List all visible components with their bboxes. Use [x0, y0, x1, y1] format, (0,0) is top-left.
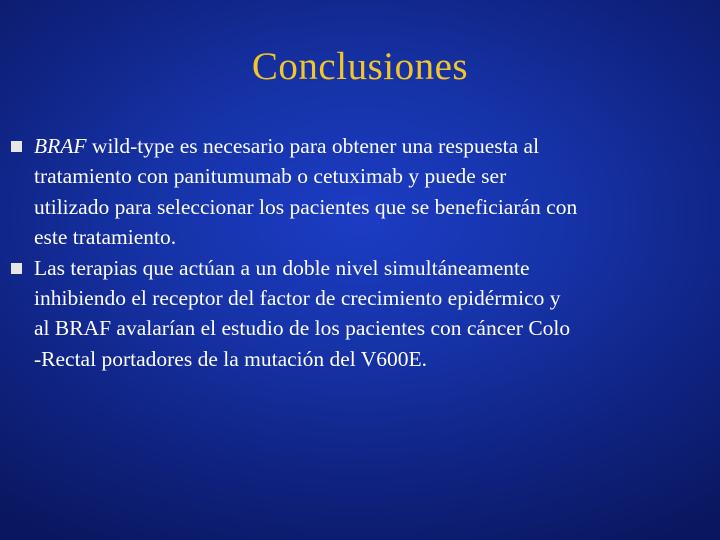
bullet-line: [34, 131, 714, 161]
bullet-line: Las terapias que actúan a un doble nivel simultáneamente: [34, 255, 530, 280]
bullet-line: este tratamiento.: [34, 225, 177, 250]
bullet-text: wild-type es necesario para obtener una respuesta al: [86, 134, 540, 158]
braf-italic-term: BRAF: [34, 134, 87, 158]
bullet-list: [0, 131, 720, 374]
bullet-line: al BRAF avalarían el estudio de los pacientes con cáncer Colo: [34, 316, 571, 341]
bullet-line: -Rectal portadores de la mutación del V600E.: [34, 346, 428, 371]
slide-title: Conclusiones: [251, 45, 469, 88]
bullet-line: tratamiento con panitumumab o cetuximab y puede ser: [34, 164, 507, 189]
bullet-line: inhibiendo el receptor del factor de crecimiento epidérmico y: [34, 286, 561, 311]
bullet-item-braf: [0, 131, 720, 253]
square-bullet-icon: [11, 263, 22, 274]
bullet-line: utilizado para seleccionar los pacientes que se beneficiarán con: [34, 194, 578, 219]
square-bullet-icon: [11, 141, 22, 152]
bullet-item-terapias: [0, 253, 720, 375]
